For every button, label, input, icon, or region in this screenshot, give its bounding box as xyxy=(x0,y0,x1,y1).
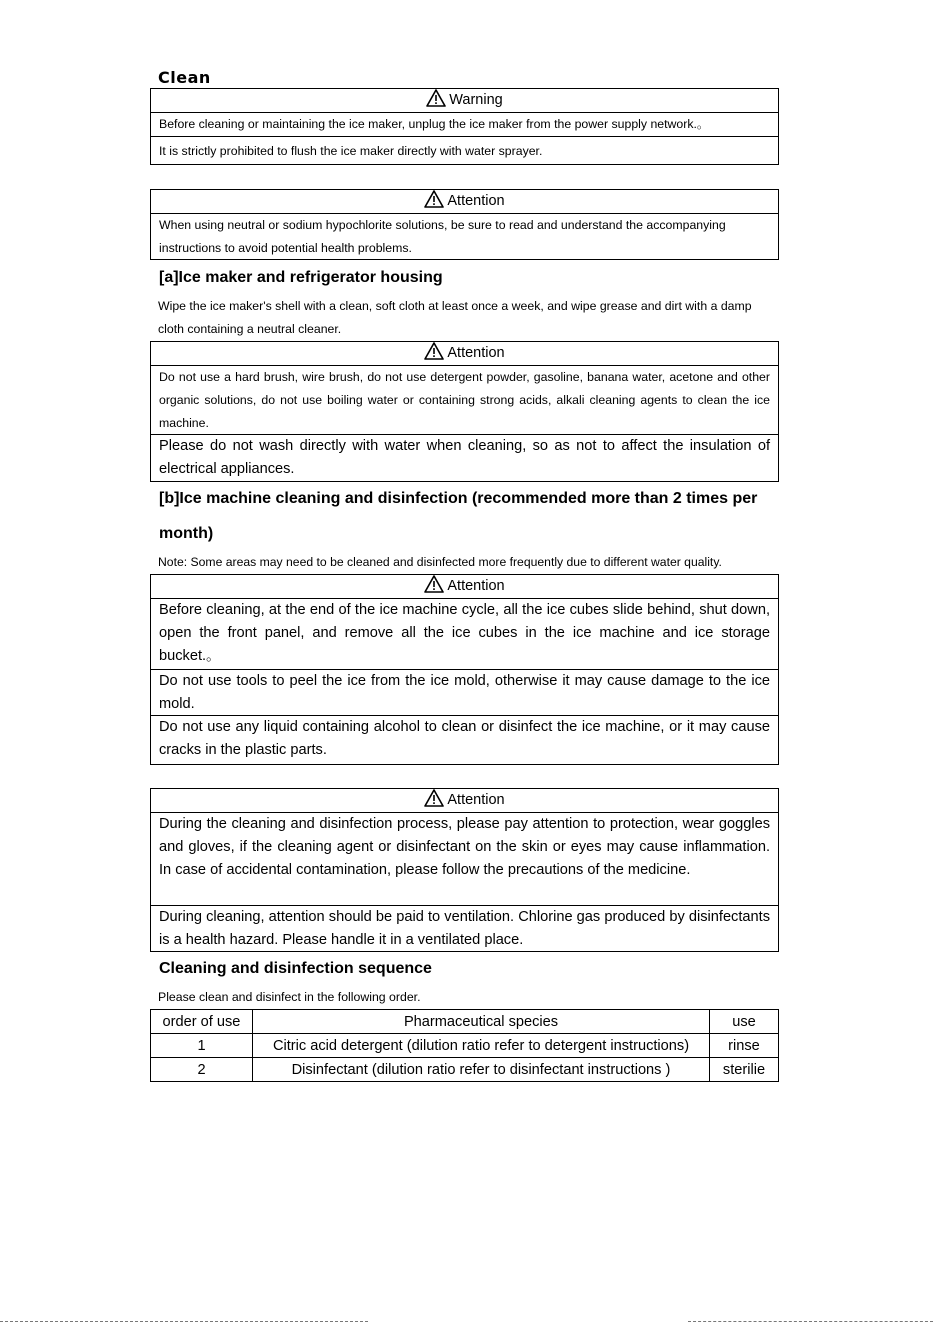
attention-row: Do not use a hard brush, wire brush, do not use detergent powder, gasoline, banana water, acetone and other organic solutions, do not use boiling water or containing strong acids, alkali cleaning agents to clean the ice machine. xyxy=(151,366,778,435)
footer-divider xyxy=(0,1321,368,1322)
attention-box xyxy=(150,574,779,765)
footer-divider xyxy=(688,1321,933,1322)
table-cell: Disinfectant (dilution ratio refer to disinfectant instructions ) xyxy=(253,1058,710,1082)
table-cell: 2 xyxy=(151,1058,253,1082)
attention-row: During cleaning, attention should be paid to ventilation. Chlorine gas produced by disinfectants is a health hazard. Please handle it in a ventilated place. xyxy=(159,909,770,948)
attention-box xyxy=(150,788,779,952)
attention-box-header xyxy=(151,342,778,366)
attention-row: Do not use any liquid containing alcohol to clean or disinfect the ice machine, or it may cause cracks in the plastic parts. xyxy=(159,719,770,758)
table-header-cell: use xyxy=(710,1010,779,1034)
page-heading: Clean xyxy=(158,68,211,87)
warning-title: Warning xyxy=(449,92,503,108)
attention-row: Do not use tools to peel the ice from the ice mold, otherwise it may cause damage to the ice mold. xyxy=(151,670,778,716)
table-cell: sterilie xyxy=(710,1058,779,1082)
attention-title: Attention xyxy=(447,578,505,594)
attention-title: Attention xyxy=(447,792,505,808)
attention-row: Please do not wash directly with water when cleaning, so as not to affect the insulation of electrical appliances. xyxy=(159,438,770,477)
table-cell: Citric acid detergent (dilution ratio refer to detergent instructions) xyxy=(253,1034,710,1058)
warning-triangle-icon xyxy=(426,89,446,107)
table-cell: 1 xyxy=(151,1034,253,1058)
warning-triangle-icon xyxy=(424,190,444,208)
attention-title: Attention xyxy=(447,345,505,361)
sequence-title: Cleaning and disinfection sequence xyxy=(159,960,432,977)
attention-box-header xyxy=(151,575,778,599)
section-a-title: [a]Ice maker and refrigerator housing xyxy=(159,269,443,286)
warning-triangle-icon xyxy=(424,342,444,360)
attention-row: Before cleaning, at the end of the ice machine cycle, all the ice cubes slide behind, shut down, open the front panel, and remove all the ice cubes in the ice machine and ice storage bucket.。 xyxy=(151,599,778,670)
attention-box xyxy=(150,189,779,260)
section-b-title: [b]Ice machine cleaning and disinfection (recommended more than 2 times per xyxy=(159,490,758,507)
warning-row: Before cleaning or maintaining the ice maker, unplug the ice maker from the power supply network.。 xyxy=(151,113,778,137)
sequence-text: Please clean and disinfect in the following order. xyxy=(158,990,421,1004)
table-row xyxy=(151,1058,779,1082)
table-header-row xyxy=(151,1010,779,1034)
section-b-note: Note: Some areas may need to be cleaned and disinfected more frequently due to different water quality. xyxy=(158,555,722,569)
attention-box xyxy=(150,341,779,482)
table-header-cell: Pharmaceutical species xyxy=(253,1010,710,1034)
warning-triangle-icon xyxy=(424,575,444,593)
table-cell: rinse xyxy=(710,1034,779,1058)
warning-box xyxy=(150,88,779,165)
table-header-cell: order of use xyxy=(151,1010,253,1034)
warning-triangle-icon xyxy=(424,789,444,807)
attention-row: During the cleaning and disinfection process, please pay attention to protection, wear goggles and gloves, if the cleaning agent or disinfectant on the skin or eyes may cause inflammation. In case of accidental contamination, please follow the precautions of the medicine. xyxy=(151,813,778,906)
attention-row: When using neutral or sodium hypochlorite solutions, be sure to read and understand the accompanying instructions to avoid potential health problems. xyxy=(159,218,726,255)
table-row xyxy=(151,1034,779,1058)
attention-title: Attention xyxy=(447,193,505,209)
warning-box-header xyxy=(151,89,778,113)
sequence-table xyxy=(150,1009,779,1082)
attention-box-header xyxy=(151,789,778,813)
warning-row: It is strictly prohibited to flush the ice maker directly with water sprayer. xyxy=(159,144,543,158)
section-b-title-line2: month) xyxy=(159,525,214,542)
attention-box-header xyxy=(151,190,778,214)
section-a-text: Wipe the ice maker's shell with a clean, soft cloth at least once a week, and wipe grease and dirt with a damp cloth containing a neutral cleaner. xyxy=(158,299,752,336)
